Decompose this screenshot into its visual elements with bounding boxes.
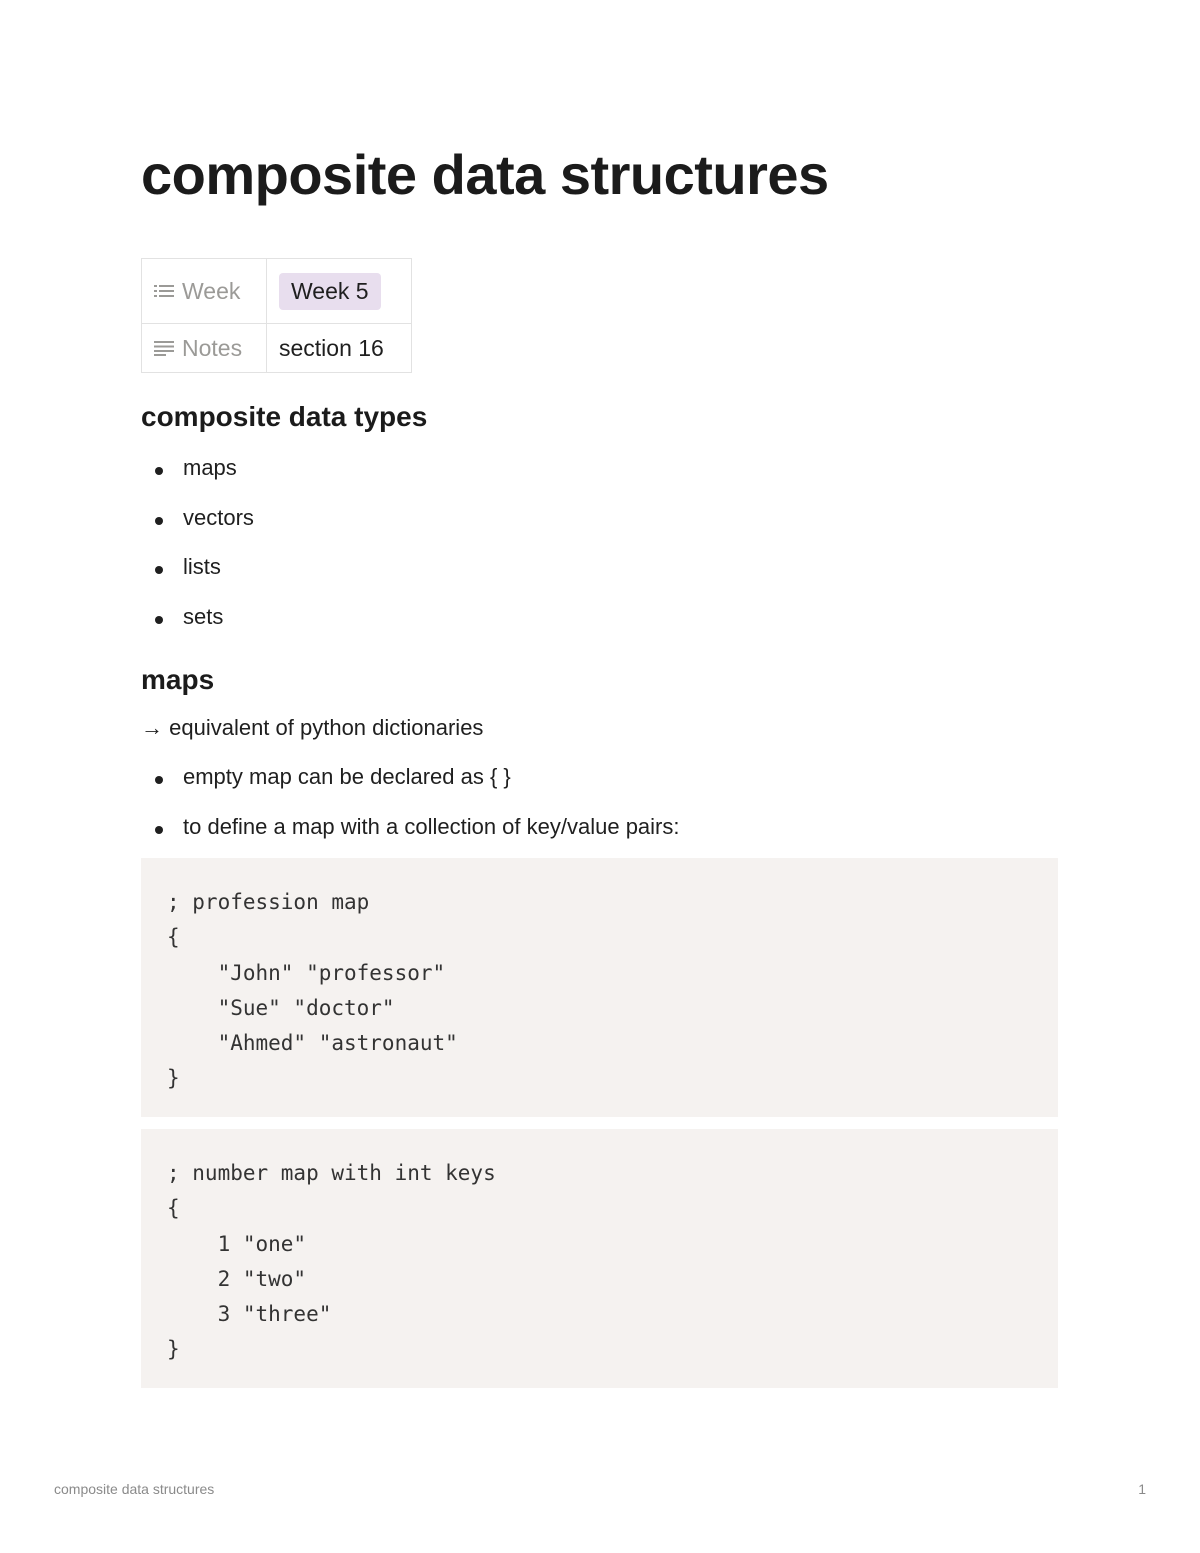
property-value-week[interactable] [267, 259, 412, 324]
page-title: composite data structures [141, 143, 829, 206]
list-icon [154, 283, 174, 299]
heading-maps: maps [141, 664, 215, 695]
property-row-week [142, 259, 412, 324]
property-label-week: Week [182, 277, 241, 304]
list-item: empty map can be declared as { } [141, 764, 680, 814]
code-block-profession-map: ; profession map { "John" "professor" "Sue" "doctor" "Ahmed" "astronaut" } [141, 858, 1058, 1117]
list-item: to define a map with a collection of key/value pairs: [141, 814, 680, 864]
list-item: maps [141, 455, 254, 505]
list-item: sets [141, 604, 254, 654]
code-block-number-map: ; number map with int keys { 1 "one" 2 "two" 3 "three" } [141, 1129, 1058, 1388]
maps-list [141, 764, 680, 864]
list-item: lists [141, 554, 254, 604]
footer-page-number: 1 [1138, 1481, 1146, 1497]
maps-intro: → equivalent of python dictionaries [141, 715, 484, 740]
week-tag[interactable]: Week 5 [279, 273, 381, 310]
property-key-week [142, 259, 267, 324]
heading-composite-data-types: composite data types [141, 401, 428, 432]
composite-types-list [141, 455, 254, 653]
text-lines-icon [154, 340, 174, 356]
properties-table [141, 258, 412, 373]
property-value-notes[interactable]: section 16 [267, 324, 412, 373]
property-label-notes: Notes [182, 334, 243, 361]
property-row-notes [142, 324, 412, 373]
property-key-notes [142, 324, 267, 373]
list-item: vectors [141, 505, 254, 555]
footer-title: composite data structures [54, 1481, 215, 1497]
